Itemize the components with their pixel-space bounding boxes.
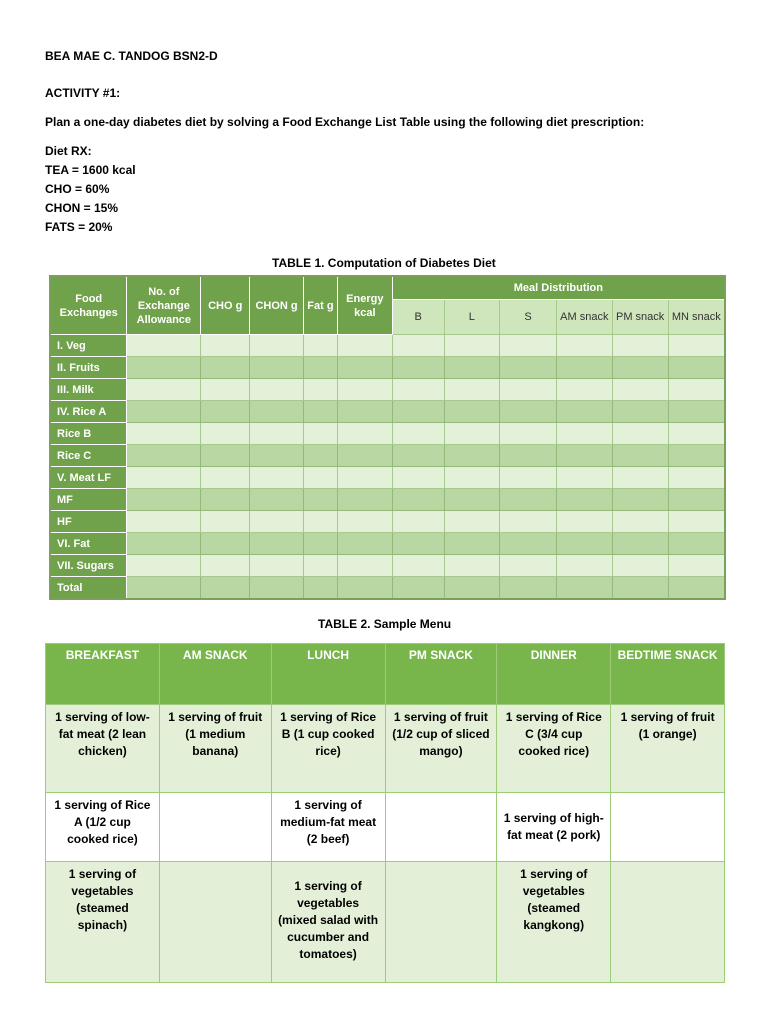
header-cho: CHO g	[201, 276, 250, 335]
empty-cell	[500, 357, 557, 379]
empty-cell	[556, 533, 612, 555]
empty-cell	[500, 467, 557, 489]
header-no-exchange: No. of Exchange Allowance	[127, 276, 201, 335]
empty-cell	[201, 467, 250, 489]
empty-cell	[668, 489, 725, 511]
empty-cell	[337, 577, 392, 600]
menu-cell	[611, 862, 725, 983]
empty-cell	[668, 577, 725, 600]
empty-cell	[250, 467, 304, 489]
table-row	[50, 445, 725, 467]
empty-cell	[201, 577, 250, 600]
table-row	[50, 489, 725, 511]
menu-col-pm-snack: PM SNACK	[385, 644, 497, 705]
empty-cell	[556, 445, 612, 467]
menu-col-am-snack: AM SNACK	[159, 644, 271, 705]
meal-col-l: L	[444, 300, 500, 335]
empty-cell	[392, 379, 444, 401]
empty-cell	[250, 379, 304, 401]
food-exchange-label: II. Fruits	[50, 357, 127, 379]
empty-cell	[444, 401, 500, 423]
empty-cell	[392, 577, 444, 600]
food-exchange-label: Rice B	[50, 423, 127, 445]
empty-cell	[500, 511, 557, 533]
empty-cell	[127, 423, 201, 445]
empty-cell	[556, 467, 612, 489]
menu-cell: 1 serving of fruit (1/2 cup of sliced mango)	[385, 705, 497, 793]
meal-col-mn-snack: MN snack	[668, 300, 725, 335]
menu-cell	[159, 793, 271, 862]
empty-cell	[303, 423, 337, 445]
empty-cell	[668, 423, 725, 445]
empty-cell	[250, 533, 304, 555]
empty-cell	[127, 533, 201, 555]
empty-cell	[612, 577, 668, 600]
empty-cell	[127, 379, 201, 401]
rx-cho: CHO = 60%	[45, 182, 110, 196]
empty-cell	[556, 577, 612, 600]
empty-cell	[127, 467, 201, 489]
menu-cell: 1 serving of vegetables (mixed salad with cucumber and tomatoes)	[271, 862, 385, 983]
empty-cell	[668, 335, 725, 357]
empty-cell	[612, 511, 668, 533]
empty-cell	[337, 379, 392, 401]
food-exchange-label: IV. Rice A	[50, 401, 127, 423]
empty-cell	[201, 335, 250, 357]
empty-cell	[337, 357, 392, 379]
diet-computation-table	[49, 275, 726, 600]
menu-cell: 1 serving of fruit (1 medium banana)	[159, 705, 271, 793]
empty-cell	[444, 445, 500, 467]
menu-cell: 1 serving of vegetables (steamed kangkong)	[497, 862, 611, 983]
empty-cell	[303, 379, 337, 401]
food-exchange-label: I. Veg	[50, 335, 127, 357]
rx-chon: CHON = 15%	[45, 201, 119, 215]
menu-cell: 1 serving of Rice B (1 cup cooked rice)	[271, 705, 385, 793]
table-row	[50, 533, 725, 555]
menu-cell: 1 serving of low-fat meat (2 lean chicken)	[46, 705, 160, 793]
empty-cell	[250, 511, 304, 533]
empty-cell	[201, 401, 250, 423]
empty-cell	[500, 533, 557, 555]
empty-cell	[500, 379, 557, 401]
empty-cell	[444, 533, 500, 555]
table1-caption: TABLE 1. Computation of Diabetes Diet	[272, 256, 496, 270]
food-exchange-label: Total	[50, 577, 127, 600]
empty-cell	[250, 577, 304, 600]
empty-cell	[556, 335, 612, 357]
empty-cell	[556, 423, 612, 445]
empty-cell	[500, 577, 557, 600]
empty-cell	[612, 445, 668, 467]
empty-cell	[668, 533, 725, 555]
activity-title: ACTIVITY #1:	[45, 86, 121, 100]
empty-cell	[201, 489, 250, 511]
menu-cell: 1 serving of Rice A (1/2 cup cooked rice)	[46, 793, 160, 862]
empty-cell	[668, 555, 725, 577]
empty-cell	[612, 489, 668, 511]
empty-cell	[556, 379, 612, 401]
empty-cell	[392, 511, 444, 533]
empty-cell	[392, 423, 444, 445]
empty-cell	[201, 511, 250, 533]
empty-cell	[392, 467, 444, 489]
table-row	[50, 467, 725, 489]
rx-tea: TEA = 1600 kcal	[45, 163, 136, 177]
empty-cell	[250, 445, 304, 467]
header-meal-distribution: Meal Distribution	[392, 276, 725, 300]
empty-cell	[201, 379, 250, 401]
empty-cell	[612, 533, 668, 555]
header-energy: Energy kcal	[337, 276, 392, 335]
empty-cell	[303, 511, 337, 533]
table-row	[50, 555, 725, 577]
empty-cell	[250, 489, 304, 511]
empty-cell	[201, 357, 250, 379]
menu-cell: 1 serving of high-fat meat (2 pork)	[497, 793, 611, 862]
empty-cell	[392, 357, 444, 379]
empty-cell	[556, 511, 612, 533]
empty-cell	[201, 555, 250, 577]
empty-cell	[612, 335, 668, 357]
empty-cell	[392, 335, 444, 357]
menu-cell: 1 serving of Rice C (3/4 cup cooked rice)	[497, 705, 611, 793]
empty-cell	[668, 467, 725, 489]
rx-fats: FATS = 20%	[45, 220, 113, 234]
empty-cell	[337, 489, 392, 511]
student-name: BEA MAE C. TANDOG BSN2-D	[45, 49, 218, 63]
empty-cell	[127, 445, 201, 467]
menu-cell	[159, 862, 271, 983]
table-row	[50, 577, 725, 600]
empty-cell	[668, 445, 725, 467]
empty-cell	[668, 379, 725, 401]
empty-cell	[201, 533, 250, 555]
menu-col-bedtime-snack: BEDTIME SNACK	[611, 644, 725, 705]
empty-cell	[500, 489, 557, 511]
menu-cell	[611, 793, 725, 862]
menu-row	[46, 705, 725, 793]
empty-cell	[444, 335, 500, 357]
empty-cell	[392, 555, 444, 577]
empty-cell	[444, 577, 500, 600]
empty-cell	[303, 489, 337, 511]
empty-cell	[444, 423, 500, 445]
empty-cell	[392, 445, 444, 467]
table-row	[50, 335, 725, 357]
empty-cell	[556, 555, 612, 577]
empty-cell	[303, 467, 337, 489]
empty-cell	[612, 423, 668, 445]
empty-cell	[127, 401, 201, 423]
empty-cell	[444, 511, 500, 533]
empty-cell	[444, 467, 500, 489]
empty-cell	[250, 401, 304, 423]
empty-cell	[303, 357, 337, 379]
empty-cell	[392, 489, 444, 511]
menu-cell: 1 serving of fruit (1 orange)	[611, 705, 725, 793]
food-exchange-label: III. Milk	[50, 379, 127, 401]
sample-menu-table	[45, 643, 725, 983]
diet-table-body	[50, 335, 725, 600]
empty-cell	[444, 489, 500, 511]
empty-cell	[303, 533, 337, 555]
empty-cell	[668, 511, 725, 533]
empty-cell	[444, 555, 500, 577]
empty-cell	[127, 357, 201, 379]
empty-cell	[556, 401, 612, 423]
empty-cell	[612, 379, 668, 401]
menu-row	[46, 793, 725, 862]
meal-col-am-snack: AM snack	[556, 300, 612, 335]
table2-caption: TABLE 2. Sample Menu	[318, 617, 452, 631]
empty-cell	[303, 401, 337, 423]
empty-cell	[444, 357, 500, 379]
diet-rx-title: Diet RX:	[45, 144, 92, 158]
empty-cell	[337, 423, 392, 445]
empty-cell	[127, 335, 201, 357]
header-food-exchanges: Food Exchanges	[50, 276, 127, 335]
empty-cell	[337, 533, 392, 555]
meal-col-b: B	[392, 300, 444, 335]
empty-cell	[500, 335, 557, 357]
empty-cell	[250, 555, 304, 577]
header-chon: CHON g	[250, 276, 304, 335]
empty-cell	[612, 555, 668, 577]
header-fat: Fat g	[303, 276, 337, 335]
table-row	[50, 379, 725, 401]
empty-cell	[668, 357, 725, 379]
food-exchange-label: VII. Sugars	[50, 555, 127, 577]
instruction-text: Plan a one-day diabetes diet by solving a Food Exchange List Table using the following diet prescription:	[45, 115, 645, 129]
empty-cell	[556, 357, 612, 379]
food-exchange-label: MF	[50, 489, 127, 511]
empty-cell	[337, 335, 392, 357]
empty-cell	[250, 335, 304, 357]
empty-cell	[250, 423, 304, 445]
table-row	[50, 401, 725, 423]
empty-cell	[392, 401, 444, 423]
empty-cell	[556, 489, 612, 511]
empty-cell	[303, 555, 337, 577]
empty-cell	[201, 445, 250, 467]
empty-cell	[337, 511, 392, 533]
empty-cell	[127, 511, 201, 533]
food-exchange-label: VI. Fat	[50, 533, 127, 555]
empty-cell	[337, 467, 392, 489]
menu-cell	[385, 793, 497, 862]
empty-cell	[500, 423, 557, 445]
empty-cell	[612, 401, 668, 423]
empty-cell	[500, 445, 557, 467]
empty-cell	[127, 577, 201, 600]
food-exchange-label: HF	[50, 511, 127, 533]
empty-cell	[303, 335, 337, 357]
meal-col-pm-snack: PM snack	[612, 300, 668, 335]
table-row	[50, 357, 725, 379]
empty-cell	[127, 555, 201, 577]
empty-cell	[127, 489, 201, 511]
empty-cell	[612, 357, 668, 379]
empty-cell	[337, 555, 392, 577]
menu-cell: 1 serving of medium-fat meat (2 beef)	[271, 793, 385, 862]
empty-cell	[668, 401, 725, 423]
empty-cell	[201, 423, 250, 445]
empty-cell	[612, 467, 668, 489]
empty-cell	[500, 555, 557, 577]
empty-cell	[303, 577, 337, 600]
empty-cell	[500, 401, 557, 423]
menu-col-lunch: LUNCH	[271, 644, 385, 705]
menu-col-breakfast: BREAKFAST	[46, 644, 160, 705]
table-row	[50, 423, 725, 445]
menu-col-dinner: DINNER	[497, 644, 611, 705]
empty-cell	[444, 379, 500, 401]
table-row	[50, 511, 725, 533]
menu-cell: 1 serving of vegetables (steamed spinach)	[46, 862, 160, 983]
empty-cell	[392, 533, 444, 555]
empty-cell	[303, 445, 337, 467]
menu-cell	[385, 862, 497, 983]
meal-col-s: S	[500, 300, 557, 335]
food-exchange-label: V. Meat LF	[50, 467, 127, 489]
food-exchange-label: Rice C	[50, 445, 127, 467]
empty-cell	[337, 445, 392, 467]
empty-cell	[337, 401, 392, 423]
menu-row	[46, 862, 725, 983]
empty-cell	[250, 357, 304, 379]
